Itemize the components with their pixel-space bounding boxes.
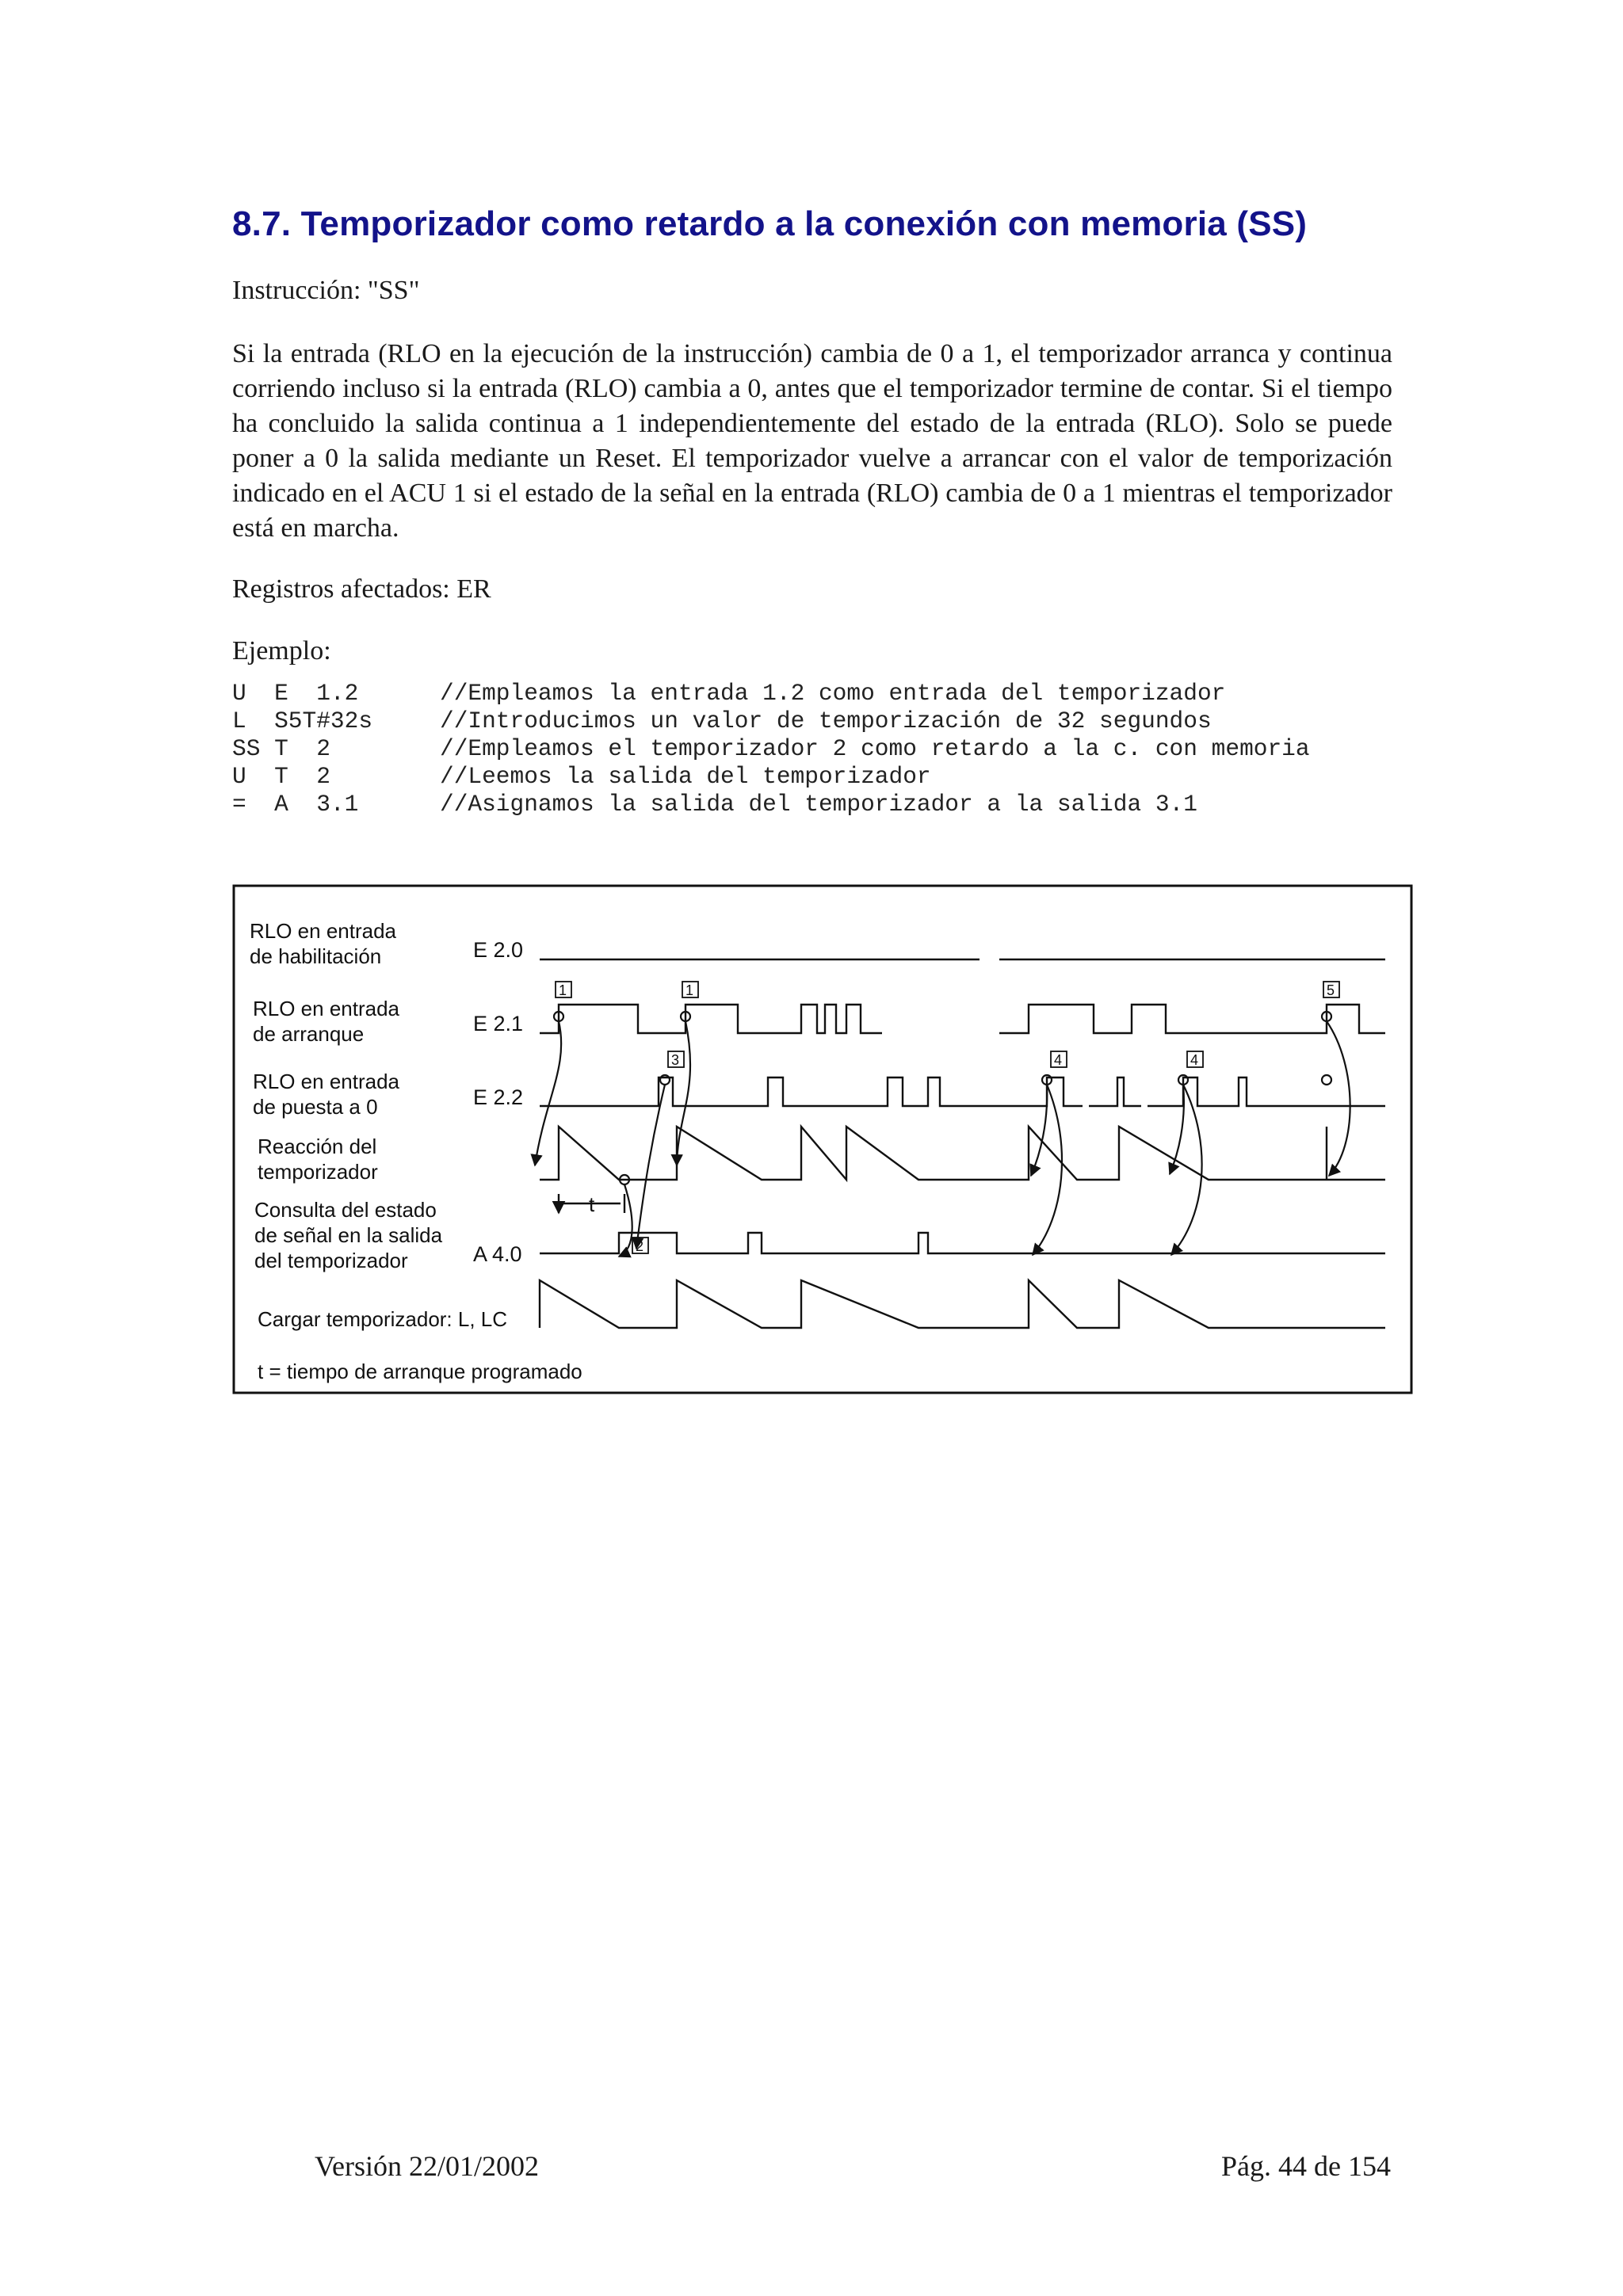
event-arrow [619, 1184, 632, 1257]
waveform-timer-reaction [540, 1127, 1385, 1180]
code-listing [232, 680, 1310, 818]
code-line [232, 680, 1310, 707]
code-instruction: U E 1.2 [232, 680, 359, 707]
diagram-footnote: t = tiempo de arranque programado [258, 1360, 582, 1383]
footer-version: Versión 22/01/2002 [315, 2150, 539, 2182]
row-label-enable: RLO en entrada de habilitación [250, 919, 397, 968]
code-instruction: SS T 2 [232, 735, 330, 762]
waveform-e21 [540, 1005, 1385, 1033]
marker-number: 5 [1327, 982, 1335, 998]
code-comment: //Asignamos la salida del temporizador a la salida 3.1 [440, 791, 1197, 818]
registers-text: Registros afectados: ER [232, 574, 491, 604]
waveform-e22 [540, 1077, 1385, 1106]
code-comment: //Empleamos el temporizador 2 como retardo a la c. con memoria [440, 735, 1310, 762]
signal-e21: E 2.1 [473, 1012, 524, 1035]
code-line [232, 735, 1310, 763]
timing-diagram-svg [232, 884, 1413, 1394]
event-arrow [1031, 1085, 1047, 1176]
marker-number: 1 [559, 982, 567, 998]
event-arrow [1171, 1085, 1202, 1255]
instruction-text: Instrucción: "SS" [232, 276, 420, 305]
marker-number: 3 [671, 1052, 680, 1068]
waveform-load-timer [540, 1280, 1385, 1328]
page-title: 8.7. Temporizador como retardo a la conexión con memoria (SS) [232, 204, 1308, 243]
signal-a40: A 4.0 [473, 1242, 522, 1266]
code-line [232, 791, 1310, 818]
event-arrow [1327, 1021, 1350, 1176]
row-label-reset: RLO en entrada de puesta a 0 [253, 1070, 400, 1119]
row-label-start: RLO en entrada de arranque [253, 997, 400, 1046]
description-paragraph: Si la entrada (RLO en la ejecución de la instrucción) cambia de 0 a 1, el temporizador arranca y continua corriendo incluso si la entrada (RLO) cambia a 0, antes que el temporizador termine de contar. Si el tiempo ha concluido la salida continua a 1 independientemente del estado de la entrada (RLO). Solo se puede poner a 0 la salida mediante un Reset. El temporizador vuelve a arrancar con el valor de temporización indicado en el ACU 1 si el estado de la señal en la entrada (RLO) cambia de 0 a 1 mientras el temporizador está en marcha. [232, 339, 1392, 543]
code-comment: //Leemos la salida del temporizador [440, 763, 931, 790]
example-label: Ejemplo: [232, 636, 331, 666]
footer-page-number: Pág. 44 de 154 [1221, 2150, 1391, 2182]
event-circle [1322, 1075, 1331, 1085]
code-line [232, 763, 1310, 791]
row-label-timer-reaction: Reacción del temporizador [258, 1135, 378, 1184]
row-label-load-timer: Cargar temporizador: L, LC [258, 1307, 508, 1331]
event-arrow [636, 1085, 665, 1249]
code-comment: //Introducimos un valor de temporización de 32 segundos [440, 707, 1212, 734]
marker-number: 2 [636, 1238, 644, 1254]
signal-e22: E 2.2 [473, 1085, 524, 1109]
code-line [232, 707, 1310, 735]
code-comment: //Empleamos la entrada 1.2 como entrada del temporizador [440, 680, 1226, 707]
marker-number: 1 [685, 982, 694, 998]
signal-e20: E 2.0 [473, 938, 524, 962]
code-instruction: = A 3.1 [232, 791, 359, 818]
code-instruction: U T 2 [232, 763, 330, 790]
event-arrow [535, 1021, 561, 1165]
timing-diagram [232, 884, 1413, 1394]
t-label: t [589, 1192, 595, 1216]
row-label-output-query: Consulta del estado de señal en la salida del temporizador [254, 1198, 443, 1272]
waveform-a40 [540, 1233, 1385, 1253]
event-arrow [677, 1021, 690, 1165]
code-instruction: L S5T#32s [232, 707, 373, 734]
marker-number: 4 [1054, 1052, 1063, 1068]
marker-number: 4 [1190, 1052, 1199, 1068]
